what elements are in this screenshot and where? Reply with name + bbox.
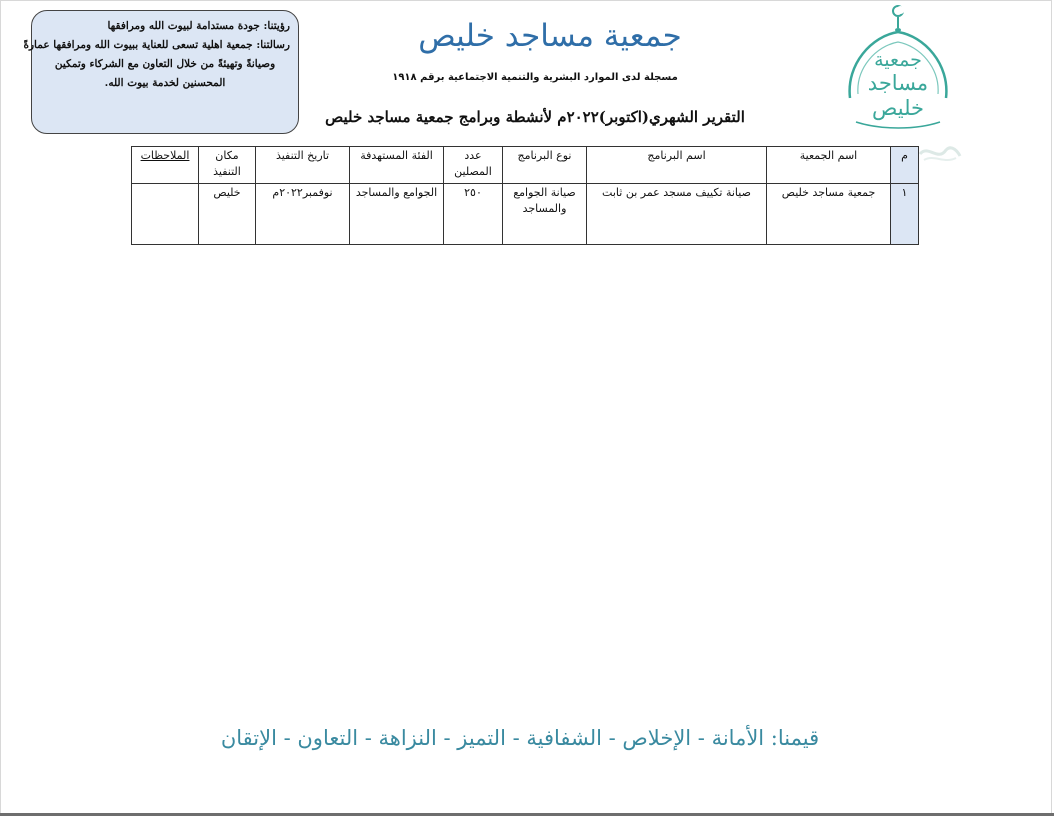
report-title: التقرير الشهري(اكتوبر)٢٠٢٢م لأنشطة وبرامج جمعية مساجد خليص xyxy=(325,108,745,126)
svg-text:جمعية: جمعية xyxy=(874,49,922,71)
svg-text:خليص: خليص xyxy=(872,96,924,120)
cell-type: صيانة الجوامع والمساجد xyxy=(503,184,587,245)
header-date: تاريخ التنفيذ xyxy=(256,147,350,184)
table-row xyxy=(132,184,919,245)
header-notes: الملاحظات xyxy=(132,147,199,184)
organization-title: جمعية مساجد خليص xyxy=(418,18,682,54)
cell-category: الجوامع والمساجد xyxy=(350,184,444,245)
cell-worshippers: ٢٥٠ xyxy=(444,184,503,245)
mosque-calligraphy-logo-icon xyxy=(836,2,960,130)
faint-ornament-icon xyxy=(916,140,962,166)
mission-text-line-2: وصيانةً وتهيئةً من خلال التعاون مع الشركاء وتمكين xyxy=(54,58,276,70)
cell-program: صيانة تكييف مسجد عمر بن ثابت xyxy=(587,184,767,245)
values-footer: قيمنا: الأمانة - الإخلاص - الشفافية - التميز - النزاهة - التعاون - الإتقان xyxy=(220,726,820,750)
header-worshippers: عدد المصلين xyxy=(444,147,503,184)
cell-notes xyxy=(132,184,199,245)
report-table xyxy=(131,146,919,245)
vision-text: رؤيتنا: جودة مستدامة لبيوت الله ومرافقها xyxy=(107,20,290,32)
header-program: اسم البرنامج xyxy=(587,147,767,184)
svg-text:مساجد: مساجد xyxy=(867,71,929,95)
header-num: م xyxy=(891,147,919,184)
cell-date: نوفمبر٢٠٢٢م xyxy=(256,184,350,245)
mission-text-line-1: رسالتنا: جمعية اهلية تسعى للعناية ببيوت الله ومرافقها عمارةً xyxy=(23,39,290,51)
vision-mission-box xyxy=(23,10,299,134)
header-association: اسم الجمعية xyxy=(767,147,891,184)
table-header-row xyxy=(132,147,919,184)
header-place: مكان التنفيذ xyxy=(199,147,256,184)
registration-line: مسجلة لدى الموارد البشرية والتنمية الاجتماعية برقم ١٩١٨ xyxy=(392,72,678,83)
mission-text-line-3: المحسنين لخدمة بيوت الله. xyxy=(104,77,226,89)
header-category: الفئة المستهدفة xyxy=(350,147,444,184)
cell-num: ١ xyxy=(891,184,919,245)
cell-place: خليص xyxy=(199,184,256,245)
header-type: نوع البرنامج xyxy=(503,147,587,184)
cell-association: جمعية مساجد خليص xyxy=(767,184,891,245)
